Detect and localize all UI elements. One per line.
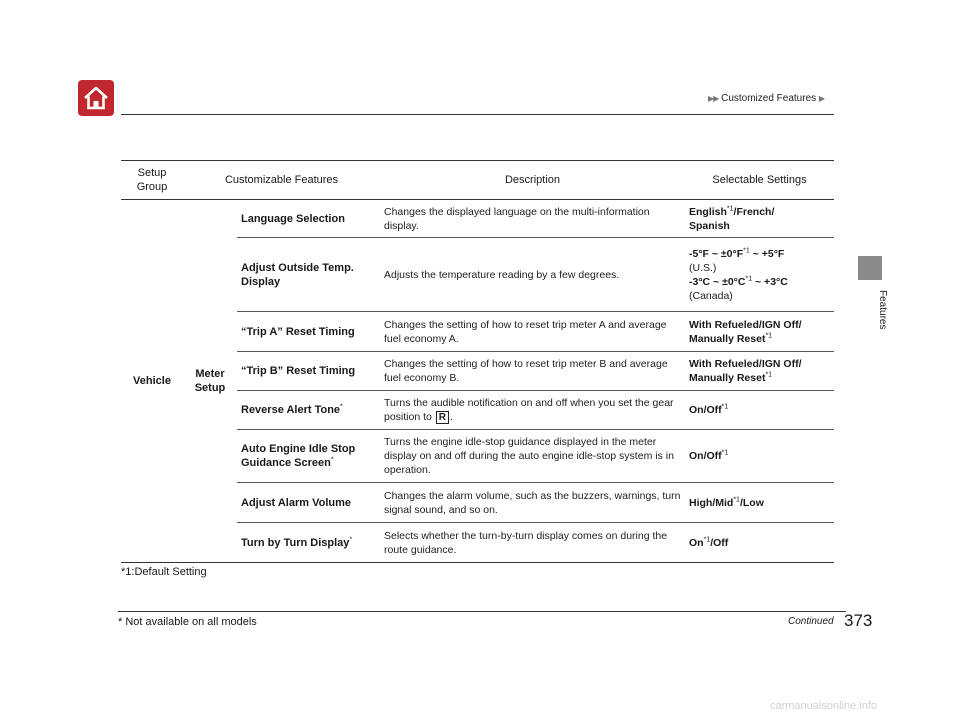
description-language-selection: Changes the displayed language on the multi-information display. [380,200,685,238]
header-divider [121,114,834,115]
customized-features-table [121,160,834,563]
feature-trip-a-reset-timing: “Trip A” Reset Timing [237,312,380,352]
header-customizable-features: Customizable Features [183,161,380,200]
watermark: carmanualsonline.info [770,700,878,712]
section-label: Features [877,290,888,330]
feature-adjust-alarm-volume: Adjust Alarm Volume [237,483,380,523]
header-description: Description [380,161,685,200]
description-outside-temp-display: Adjusts the temperature reading by a few degrees. [380,238,685,312]
gear-r-icon: R [436,411,449,424]
settings-turn-by-turn-display: On$^{*1}$/Off [685,523,834,563]
header-selectable-settings: Selectable Settings [685,161,834,200]
description-adjust-alarm-volume: Changes the alarm volume, such as the buzzers, warnings, turn signal sound, and so on. [380,483,685,523]
setup-subgroup-meter: Meter Setup [183,200,237,563]
setup-group-vehicle: Vehicle [121,200,183,563]
description-trip-a-reset-timing: Changes the setting of how to reset trip meter A and average fuel economy A. [380,312,685,352]
feature-outside-temp-display: Adjust Outside Temp. Display [237,238,380,312]
continued-label: Continued [788,616,834,627]
page-number: 373 [844,611,873,630]
feature-turn-by-turn-display: Turn by Turn Display* [237,523,380,563]
description-reverse-alert-tone: Turns the audible notification on and off when you set the gear position to R . [380,391,685,430]
breadcrumb-label: Customized Features [721,93,817,104]
not-available-note: * Not available on all models [118,616,257,628]
settings-trip-b-reset-timing: With Refueled/IGN Off/ Manually Reset$^{*1}$ [685,352,834,391]
description-trip-b-reset-timing: Changes the setting of how to reset trip meter B and average fuel economy B. [380,352,685,391]
settings-trip-a-reset-timing: With Refueled/IGN Off/ Manually Reset$^{*1}$ [685,312,834,352]
settings-reverse-alert-tone: On/Off$^{*1}$ [685,391,834,430]
footer-note [118,611,846,634]
default-setting-footnote: *1:Default Setting [121,566,207,578]
header-setup-group: Setup Group [121,161,183,200]
feature-idle-stop-guidance-screen: Auto Engine Idle Stop Guidance Screen* [237,430,380,483]
description-idle-stop-guidance-screen: Turns the engine idle-stop guidance displayed in the meter display on and off during the auto engine idle-stop system is in operation. [380,430,685,483]
breadcrumb-arrow-icon: ▶▶ [708,94,719,103]
feature-reverse-alert-tone: Reverse Alert Tone* [237,391,380,430]
settings-language-selection: English$^{*1}$/French/ Spanish [685,200,834,238]
feature-language-selection: Language Selection [237,200,380,238]
section-tab-marker [858,256,882,280]
feature-trip-b-reset-timing: “Trip B” Reset Timing [237,352,380,391]
breadcrumb-arrow-icon: ▶ [818,94,825,103]
home-icon[interactable] [78,80,114,116]
settings-outside-temp-display: -5°F ~ $\pm 0^\circ F^{*1}$ ~ +5°F (U.S.) -3°C ~ $\pm 0^\circ C^{*1}$ ~ +3°C (Canada) [685,238,834,312]
breadcrumb[interactable] [708,93,824,104]
description-turn-by-turn-display: Selects whether the turn-by-turn display comes on during the route guidance. [380,523,685,563]
settings-idle-stop-guidance-screen: On/Off$^{*1}$ [685,430,834,483]
settings-adjust-alarm-volume: High/Mid$^{*1}$/Low [685,483,834,523]
